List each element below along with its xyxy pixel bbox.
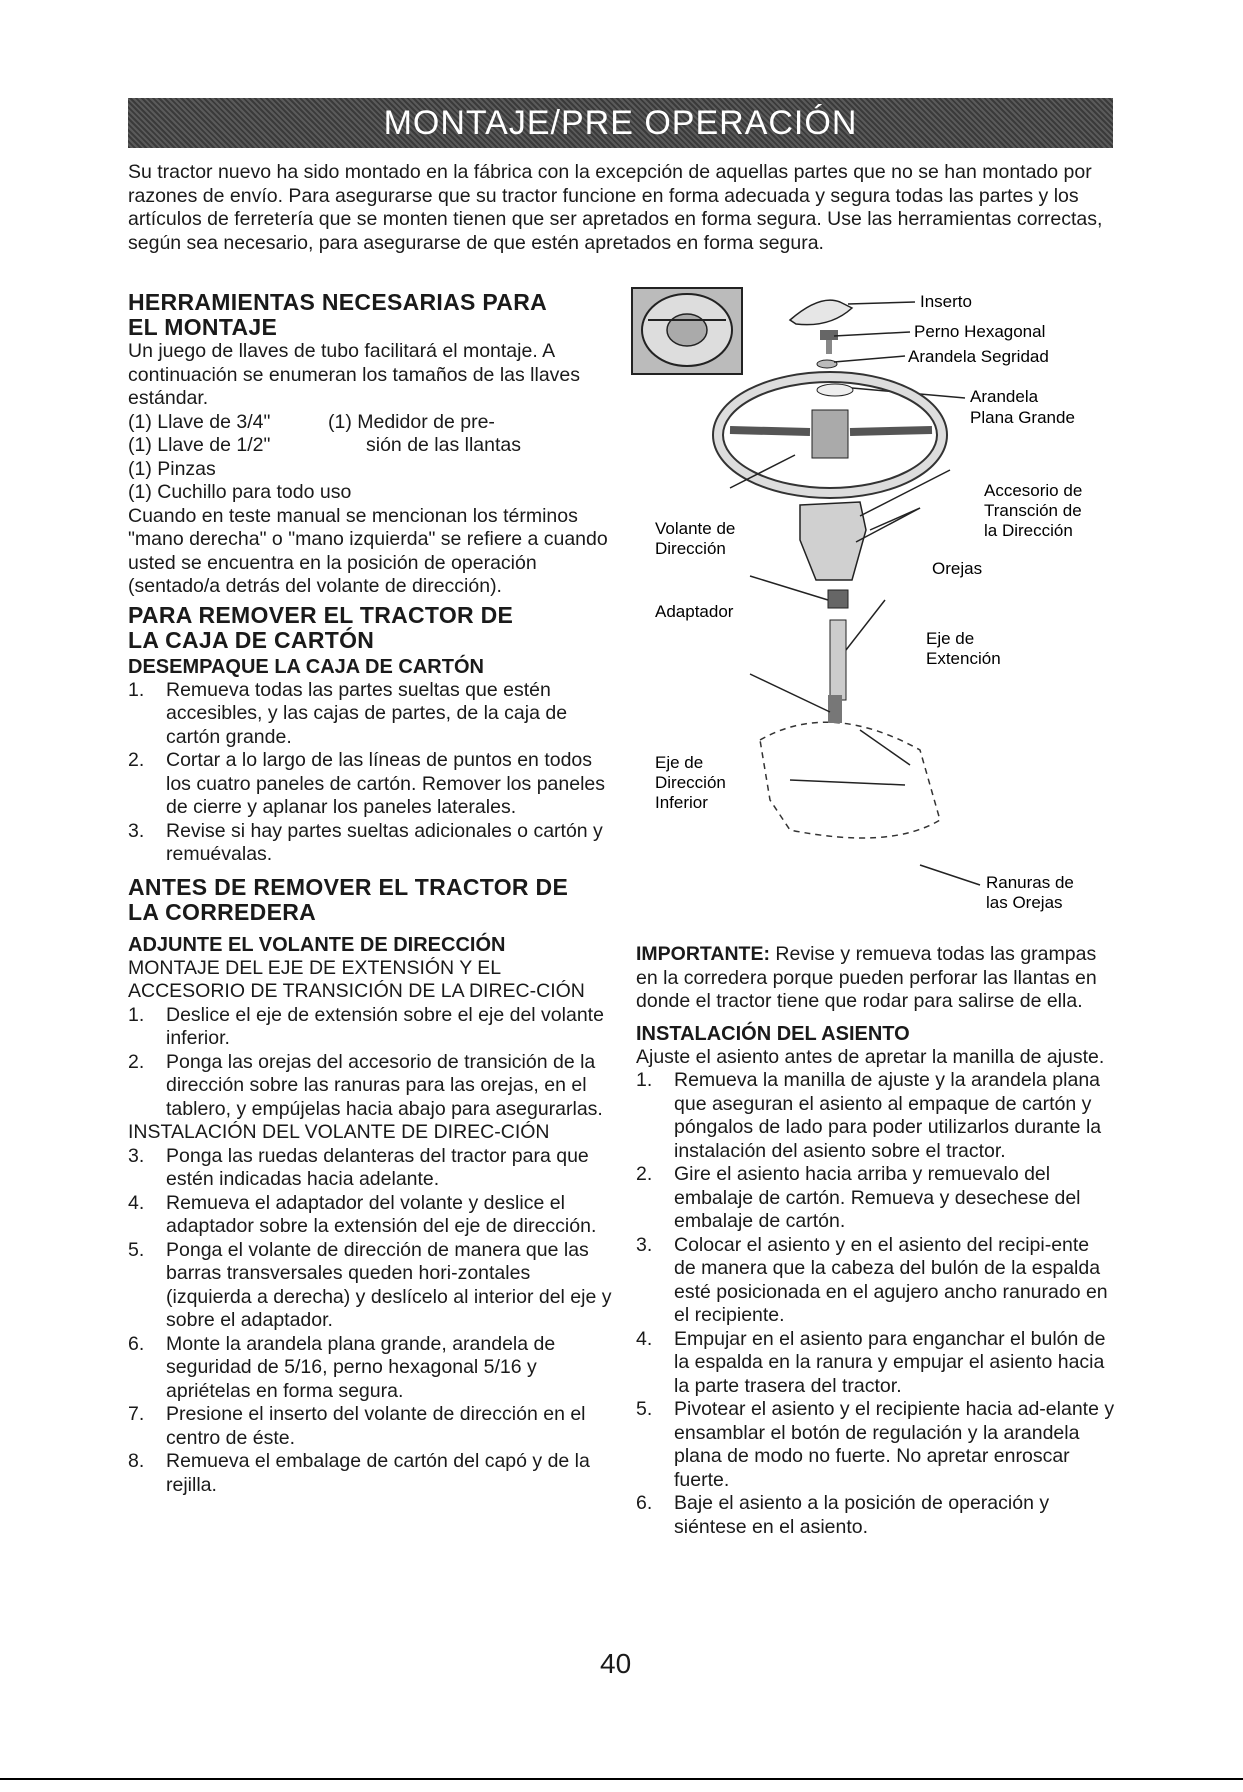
tools-note: Cuando en teste manual se mencionan los términos "mano derecha" o "mano izquierda" se refiere a cuando usted se encuentra en la posición de operación (sentado/a detrás del volante de dirección). bbox=[128, 504, 608, 597]
list-item: 1. Deslice el eje de extensión sobre el eje del volante inferior. bbox=[128, 1003, 604, 1049]
label-ejeinf2: Dirección bbox=[655, 773, 726, 792]
list-item: 3. Colocar el asiento y en el asiento del recipi-ente de manera que la cabeza del bulón de la espalda esté posicionada en el agujero ancho ranurado en el recipiente. bbox=[636, 1233, 1108, 1326]
extension-steps bbox=[128, 1004, 613, 1122]
label-inserto: Inserto bbox=[920, 292, 972, 311]
unpack-steps bbox=[128, 679, 613, 867]
remove-heading: PARA REMOVER EL TRACTOR DE LA CAJA DE CARTÓN bbox=[128, 601, 514, 653]
list-item: 1. Remueva la manilla de ajuste y la arandela plana que aseguran el asiento al empaque de cartón y póngalos de lado para poder utilizarlos durante la instalación del asiento sobre el tractor. bbox=[636, 1069, 1102, 1162]
before-heading: ANTES DE REMOVER EL TRACTOR DE LA CORREDERA bbox=[128, 873, 569, 925]
label-ejeext2: Extención bbox=[926, 649, 1001, 668]
label-accesorio2: Transción de bbox=[984, 501, 1082, 520]
steering-assembly-diagram bbox=[620, 280, 1120, 940]
tool-item: (1) Cuchillo para todo uso bbox=[128, 481, 352, 503]
insert-part bbox=[790, 300, 915, 325]
label-ejeinf3: Inferior bbox=[655, 793, 708, 812]
extension-shaft-part bbox=[830, 600, 885, 700]
label-ejeext1: Eje de bbox=[926, 629, 975, 648]
tool-item: (1) Medidor de pre- bbox=[328, 410, 495, 433]
list-item: 2. Cortar a lo largo de las líneas de puntos en todos los cuatro paneles de cartón. Remover los paneles de cierre y aplanar los paneles laterales. bbox=[128, 749, 605, 818]
lock-washer-part bbox=[817, 356, 905, 368]
section-banner bbox=[128, 98, 1113, 148]
tool-item: (1) Pinzas bbox=[128, 457, 216, 480]
label-arandela-seg: Arandela Segridad bbox=[908, 347, 1049, 366]
unpack-subheading: DESEMPAQUE LA CAJA DE CARTÓN bbox=[128, 655, 484, 678]
page-title: MONTAJE/PRE OPERACIÓN bbox=[383, 103, 858, 142]
adaptor-part bbox=[750, 576, 848, 608]
list-item: 2. Gire el asiento hacia arriba y remuevalo del embalaje de cartón. Remueva y desechese del embalaje de cartón. bbox=[636, 1163, 1081, 1232]
seat-heading: INSTALACIÓN DEL ASIENTO bbox=[636, 1022, 910, 1045]
list-item: 6. Baje el asiento a la posición de operación y siéntese en el asiento. bbox=[636, 1492, 1050, 1538]
seat-steps bbox=[636, 1069, 1116, 1539]
list-item: 8. Remueva el embalage de cartón del capó y de la rejilla. bbox=[128, 1450, 590, 1496]
page-number: 40 bbox=[600, 1648, 632, 1679]
seat-intro: Ajuste el asiento antes de apretar la manilla de ajuste. bbox=[636, 1045, 1105, 1068]
label-arandela: Arandela bbox=[970, 387, 1039, 406]
wheel-subtitle: INSTALACIÓN DEL VOLANTE DE DIREC-CIÓN bbox=[128, 1121, 550, 1143]
list-item: 2. Ponga las orejas del accesorio de transición de la dirección sobre las ranuras para las orejas, en el tablero, y empújelas hacia abajo para asegurarlas. bbox=[128, 1050, 603, 1120]
label-adaptador: Adaptador bbox=[655, 602, 734, 621]
tool-item: (1) Llave de 3/4" bbox=[128, 410, 271, 433]
list-item: 5. Ponga el volante de dirección de manera que las barras transversales queden hori-zontales (izquierda a derecha) y deslícelo al interior del eje y sobre el adaptador. bbox=[128, 1238, 612, 1331]
important-note: IMPORTANTE: Revise y remueva todas las grampas en la corredera porque pueden perforar las llantas en donde el tractor tiene que rodar para salirse de ella. bbox=[636, 943, 1097, 1012]
hex-bolt-part bbox=[820, 330, 910, 354]
label-ranuras2: las Orejas bbox=[986, 893, 1063, 912]
tool-item: sión de las llantas bbox=[366, 434, 522, 456]
label-perno: Perno Hexagonal bbox=[914, 322, 1046, 341]
right-column bbox=[636, 943, 1116, 1539]
intro-paragraph: Su tractor nuevo ha sido montado en la fábrica con la excepción de aquellas partes que no se han montado por razones de envío. Para asegurarse que su tractor funcione en forma adecuada y segura todas las partes y los artículos de ferretería que se monten tienen que ser apretados en forma segura. Use las herramientas correctas, según sea necesario, para asegurarse de que estén apretados en forma segura. bbox=[128, 161, 1103, 254]
tools-heading: HERRAMIENTAS NECESARIAS PARA EL MONTAJE bbox=[128, 289, 548, 340]
left-column bbox=[128, 290, 613, 1497]
steering-subheading: ADJUNTE EL VOLANTE DE DIRECCIÓN bbox=[128, 933, 506, 956]
page-bottom-rule bbox=[0, 1778, 1243, 1780]
label-volante2: Dirección bbox=[655, 539, 726, 558]
list-item: 4. Remueva el adaptador del volante y deslice el adaptador sobre la extensión del eje de dirección. bbox=[128, 1191, 597, 1237]
list-item: 1. Remueva todas las partes sueltas que estén accesibles, y las cajas de partes, de la caja de cartón grande. bbox=[128, 678, 568, 748]
list-item: 5. Pivotear el asiento y el recipiente hacia ad-elante y ensamblar el botón de regulación y la arandela plana de modo no fuerte. No apretar enroscar fuerte. bbox=[636, 1398, 1115, 1491]
list-item: 3. Revise si hay partes sueltas adicionales o cartón y remuévalas. bbox=[128, 819, 603, 865]
label-plana: Plana Grande bbox=[970, 408, 1075, 427]
wheel-steps bbox=[128, 1145, 613, 1498]
label-ranuras1: Ranuras de bbox=[986, 873, 1074, 892]
label-volante1: Volante de bbox=[655, 519, 736, 538]
list-item: 7. Presione el inserto del volante de dirección en el centro de éste. bbox=[128, 1403, 586, 1449]
inset-wheel-icon bbox=[632, 288, 742, 374]
tool-item: (1) Llave de 1/2" bbox=[128, 434, 271, 456]
list-item: 3. Ponga las ruedas delanteras del tractor para que estén indicadas hacia adelante. bbox=[128, 1144, 589, 1190]
list-item: 6. Monte la arandela plana grande, arandela de seguridad de 5/16, perno hexagonal 5/16 y apriételas en forma segura. bbox=[128, 1332, 556, 1402]
label-ejeinf1: Eje de bbox=[655, 753, 704, 772]
label-accesorio3: la Dirección bbox=[984, 521, 1073, 540]
tools-text: Un juego de llaves de tubo facilitará el montaje. A continuación se enumeran los tamaños de las llaves estándar. bbox=[128, 340, 581, 409]
extension-subtitle: MONTAJE DEL EJE DE EXTENSIÓN Y EL ACCESORIO DE TRANSICIÓN DE LA DIREC-CIÓN bbox=[128, 956, 585, 1002]
label-accesorio1: Accesorio de bbox=[984, 481, 1083, 500]
label-orejas: Orejas bbox=[932, 559, 983, 578]
tools-list bbox=[128, 411, 613, 458]
list-item: 4. Empujar en el asiento para enganchar el bulón de la espalda en la ranura y empujar el asiento hacia la parte trasera del tractor. bbox=[636, 1327, 1106, 1397]
